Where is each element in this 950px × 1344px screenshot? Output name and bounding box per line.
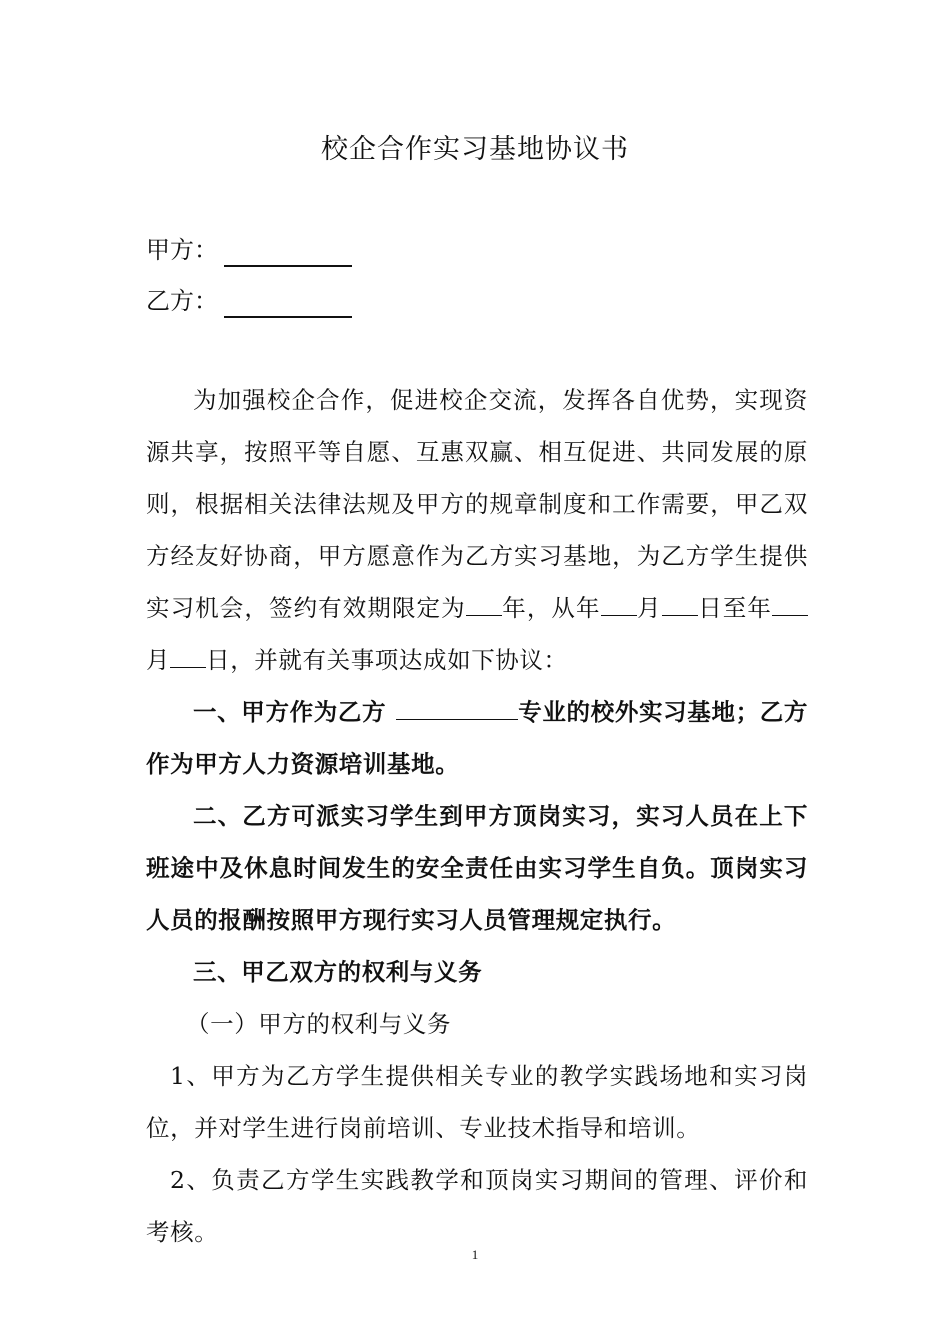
- clause-3-heading: 三、甲乙双方的权利与义务: [193, 958, 483, 986]
- document-title: 校企合作实习基地协议书: [321, 134, 629, 165]
- term-years-blank: [466, 593, 502, 616]
- intro-text-5: 月: [146, 646, 171, 674]
- party-a-blank: [224, 241, 352, 267]
- clause-1: [146, 686, 808, 790]
- clause-1-text-1: 一、甲方作为乙方: [193, 698, 387, 726]
- major-blank: [396, 697, 518, 720]
- start-day-blank: [662, 593, 698, 616]
- end-day-blank: [170, 645, 206, 668]
- agreement-body: [146, 374, 808, 1258]
- party-b-blank: [224, 292, 352, 318]
- party-a-label: 甲方：: [146, 236, 218, 264]
- party-b-line: [146, 284, 352, 318]
- end-month-blank: [772, 593, 808, 616]
- intro-paragraph: [146, 374, 808, 686]
- intro-text-1: 为加强校企合作，促进校企交流，发挥各自优势，实现资源共享，按照平等自愿、互惠双赢、相互促进、共同发展的原则，根据相关法律法规及甲方的规章制度和工作需要，甲乙双方经友好协商，甲方愿意作为乙方实习基地，为乙方学生提供实习机会，签约有效期限定为: [146, 386, 808, 622]
- sub-heading-party-a: （一）甲方的权利与义务: [186, 1010, 452, 1038]
- intro-text-4: 日至年: [697, 594, 772, 622]
- item-2: 2、负责乙方学生实践教学和顶岗实习期间的管理、评价和考核。: [146, 1166, 808, 1246]
- clause-2: 二、乙方可派实习学生到甲方顶岗实习，实习人员在上下班途中及休息时间发生的安全责任由实习学生自负。顶岗实习人员的报酬按照甲方现行实习人员管理规定执行。: [146, 802, 808, 934]
- party-b-label: 乙方：: [146, 287, 218, 315]
- party-a-line: [146, 233, 352, 267]
- intro-text-2: 年，从年: [501, 594, 601, 622]
- start-month-blank: [601, 593, 637, 616]
- page-number: 1: [471, 1247, 479, 1262]
- intro-text-6: 日，并就有关事项达成如下协议：: [206, 646, 568, 674]
- intro-text-3: 月: [636, 594, 662, 622]
- clause-1-text-2: 专业的校外实习基地；乙方作为甲方人力资源培训基地。: [146, 698, 808, 778]
- item-1: 1、甲方为乙方学生提供相关专业的教学实践场地和实习岗位，并对学生进行岗前培训、专业技术指导和培训。: [146, 1062, 808, 1142]
